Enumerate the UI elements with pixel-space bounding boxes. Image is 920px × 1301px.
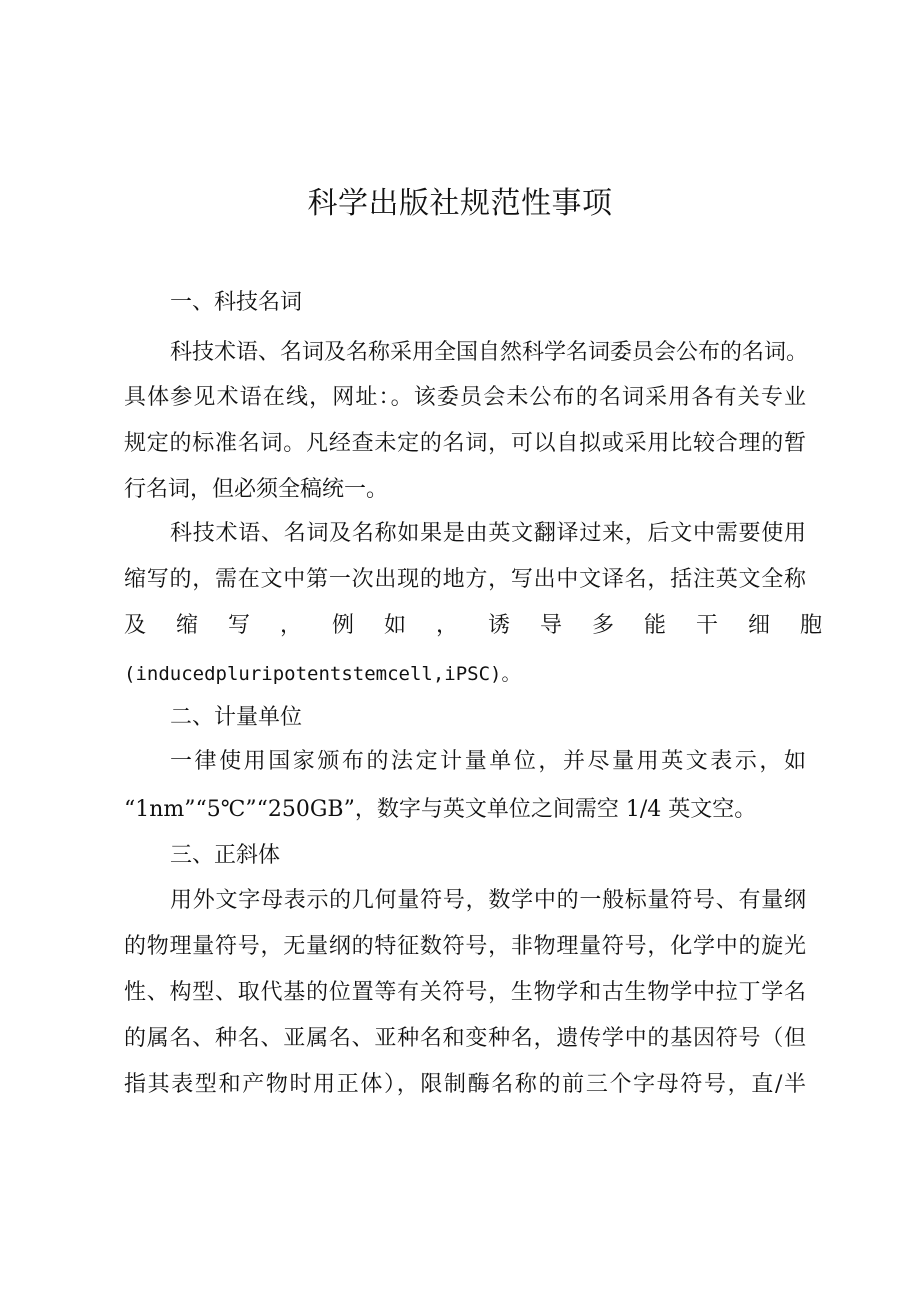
paragraph-line: “1nm”“5℃”“250GB”，数字与英文单位之间需空 1/4 英文空。 <box>124 797 757 822</box>
paragraph-line: 及缩写，例如，诱导多能干细胞 <box>124 613 853 638</box>
paragraph-line: 性、构型、取代基的位置等有关符号，生物学和古生物学中拉丁学名 <box>124 980 806 1005</box>
paragraph-line: 用外文字母表示的几何量符号，数学中的一般标量符号、有量纲 <box>170 888 806 913</box>
paragraph-line: 具体参见术语在线，网址：。该委员会未公布的名词采用各有关专业 <box>124 385 806 410</box>
paragraph-line: 指其表型和产物时用正体），限制酶名称的前三个字母符号，直/半 <box>124 1072 806 1097</box>
paragraph-line: 一律使用国家颁布的法定计量单位，并尽量用英文表示，如 <box>170 749 806 774</box>
section-heading-terms: 一、科技名词 <box>170 290 303 315</box>
paragraph-line: 科技术语、名词及名称采用全国自然科学名词委员会公布的名词。 <box>170 340 809 365</box>
paragraph-line: 科技术语、名词及名称如果是由英文翻译过来，后文中需要使用 <box>170 521 806 546</box>
section-heading-italic: 三、正斜体 <box>170 843 281 868</box>
paragraph-line: 规定的标准名词。凡经查未定的名词，可以自拟或采用比较合理的暂 <box>124 431 806 456</box>
paragraph-line: 的物理量符号，无量纲的特征数符号，非物理量符号，化学中的旋光 <box>124 934 806 959</box>
paragraph-line: 缩写的，需在文中第一次出现的地方，写出中文译名，括注英文全称 <box>124 567 806 592</box>
paragraph-line: 的属名、种名、亚属名、亚种名和变种名，遗传学中的基因符号（但 <box>124 1026 806 1051</box>
paragraph-line: 行名词，但必须全稿统一。 <box>124 477 389 502</box>
paragraph-line: (inducedpluripotentstemcell,iPSC)。 <box>124 663 521 685</box>
document-title: 科学出版社规范性事项 <box>307 186 613 221</box>
section-heading-units: 二、计量单位 <box>170 705 303 730</box>
